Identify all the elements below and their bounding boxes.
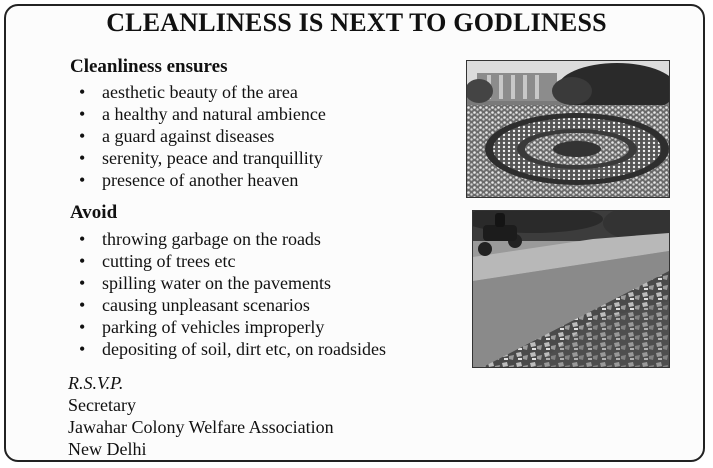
avoid-item: • spilling water on the pavements (70, 272, 386, 294)
garbage-photo (472, 210, 670, 368)
ensures-item: • presence of another heaven (70, 169, 326, 191)
ensures-item: • a guard against diseases (70, 125, 326, 147)
avoid-item: • throwing garbage on the roads (70, 228, 386, 250)
avoid-heading: Avoid (70, 202, 118, 223)
signoff-block (68, 372, 334, 460)
avoid-item: • cutting of trees etc (70, 250, 386, 272)
ensures-heading: Cleanliness ensures (70, 56, 228, 77)
ensures-list (70, 81, 326, 191)
signoff-organization: Jawahar Colony Welfare Association (68, 417, 334, 437)
avoid-item: • depositing of soil, dirt etc, on roadsides (70, 338, 386, 360)
signoff-city: New Delhi (68, 439, 147, 459)
rsvp-label: R.S.V.P. (68, 373, 124, 393)
garden-photo (466, 60, 670, 198)
avoid-item: • parking of vehicles improperly (70, 316, 386, 338)
signoff-role: Secretary (68, 395, 136, 415)
notice-title: CLEANLINESS IS NEXT TO GODLINESS (106, 8, 607, 37)
ensures-item: • aesthetic beauty of the area (70, 81, 326, 103)
avoid-item: • causing unpleasant scenarios (70, 294, 386, 316)
ensures-item: • serenity, peace and tranquillity (70, 147, 326, 169)
avoid-list (70, 228, 386, 360)
ensures-item: • a healthy and natural ambience (70, 103, 326, 125)
